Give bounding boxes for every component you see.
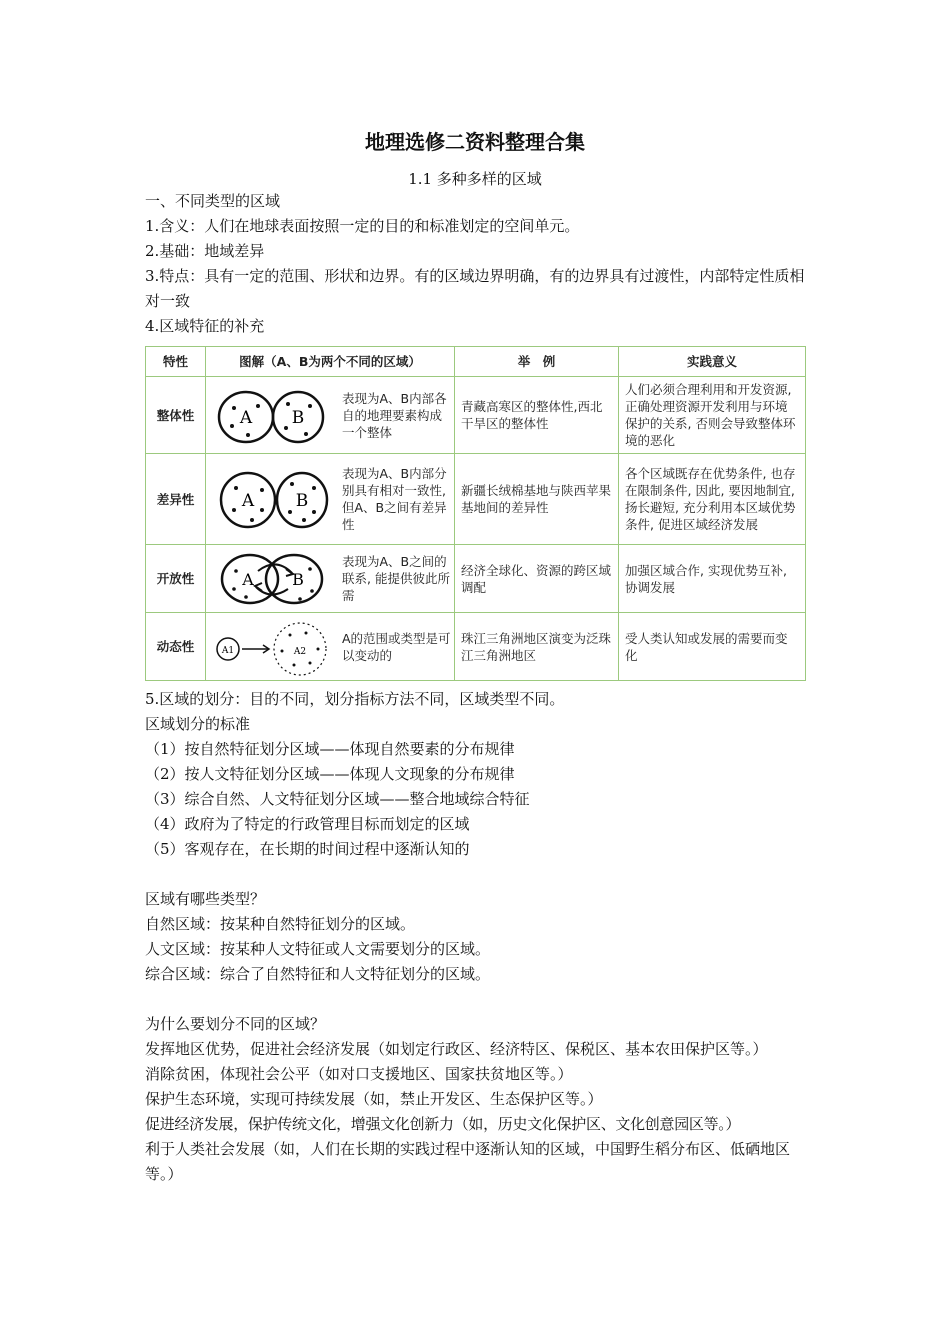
section-title: 1.1 多种多样的区域 xyxy=(408,170,542,188)
dynamic-diagram xyxy=(206,615,336,679)
header-cell: 实践意义 xyxy=(619,347,806,377)
region-feature-table xyxy=(145,346,806,681)
intro-section xyxy=(145,189,810,339)
list-item: （3）综合自然、人文特征划分区域——整合地域综合特征 xyxy=(145,790,530,808)
paragraph-line: 1.含义：人们在地球表面按照一定的目的和标准划定的空间单元。 xyxy=(145,217,580,235)
example-cell: 青藏高寒区的整体性,西北干旱区的整体性 xyxy=(455,377,619,454)
blank-line xyxy=(145,862,810,887)
table-row xyxy=(146,613,806,681)
paragraph-line: 2.基础：地域差异 xyxy=(145,242,265,260)
table-row xyxy=(146,545,806,613)
meaning-cell: 各个区域既存在优势条件, 也存在限制条件, 因此, 要因地制宜, 扬长避短, 充分利用本区域优势条件, 促进区域经济发展 xyxy=(619,454,806,545)
integrity-diagram xyxy=(206,380,336,450)
diagram-description: 表现为A、B内部分别具有相对一致性, 但A、B之间有差异性 xyxy=(342,466,447,532)
paragraph-line: 综合区域：综合了自然特征和人文特征划分的区域。 xyxy=(145,965,491,983)
header-cell: 图解（A、B为两个不同的区域） xyxy=(206,347,455,377)
paragraph-line: 利于人类社会发展（如，人们在长期的实践过程中逐渐认知的区域，中国野生稻分布区、低硒地区等。） xyxy=(145,1140,791,1183)
example-cell: 珠江三角洲地区演变为泛珠江三角洲地区 xyxy=(455,613,619,681)
paragraph-line: 促进经济发展，保护传统文化，增强文化创新力（如，历史文化保护区、文化创意园区等。） xyxy=(145,1115,741,1133)
paragraph-line: 消除贫困，体现社会公平（如对口支援地区、国家扶贫地区等。） xyxy=(145,1065,573,1083)
diagram-description: A的范围或类型是可以变动的 xyxy=(342,630,451,663)
table-row xyxy=(146,377,806,454)
example-cell: 新疆长绒棉基地与陕西苹果基地间的差异性 xyxy=(455,454,619,545)
openness-diagram xyxy=(206,547,336,611)
region-b-label: B xyxy=(291,408,305,428)
list-item: （1）按自然特征划分区域——体现自然要素的分布规律 xyxy=(145,740,515,758)
header-cell: 举 例 xyxy=(455,347,619,377)
meaning-cell: 受人类认知或发展的需要而变化 xyxy=(619,613,806,681)
paragraph-line: 发挥地区优势，促进社会经济发展（如划定行政区、经济特区、保税区、基本农田保护区等。） xyxy=(145,1040,768,1058)
paragraph-line: 4.区域特征的补充 xyxy=(145,317,265,335)
diagram-cell xyxy=(206,454,455,545)
meaning-cell: 加强区域合作, 实现优势互补, 协调发展 xyxy=(619,545,806,613)
meaning-cell: 人们必须合理利用和开发资源, 正确处理资源开发利用与环境保护的关系, 否则会导致整体环境的恶化 xyxy=(619,377,806,454)
diagram-description: 表现为A、B内部各自的地理要素构成一个整体 xyxy=(342,390,447,440)
feature-name: 差异性 xyxy=(146,454,206,545)
body-section xyxy=(145,687,810,1187)
region-a-label: A xyxy=(241,491,255,511)
blank-line xyxy=(145,987,810,1012)
list-item: （5）客观存在，在长期的时间过程中逐渐认知的 xyxy=(145,840,470,858)
diagram-cell xyxy=(206,545,455,613)
paragraph-line: 5.区域的划分：目的不同，划分指标方法不同，区域类型不同。 xyxy=(145,690,565,708)
heading-line: 区域划分的标准 xyxy=(145,715,251,733)
region-a-label: A xyxy=(239,408,253,428)
region-b-label: B xyxy=(295,491,309,511)
document-title: 地理选修二资料整理合集 xyxy=(365,130,585,154)
header-cell: 特性 xyxy=(146,347,206,377)
region-a1-label: A1 xyxy=(221,645,235,656)
paragraph-line: 自然区域：按某种自然特征划分的区域。 xyxy=(145,915,416,933)
paragraph-line: 人文区域：按某种人文特征或人文需要划分的区域。 xyxy=(145,940,491,958)
feature-name: 动态性 xyxy=(146,613,206,681)
heading-line: 一、不同类型的区域 xyxy=(145,192,281,210)
paragraph-line: 保护生态环境，实现可持续发展（如，禁止开发区、生态保护区等。） xyxy=(145,1090,603,1108)
region-a2-label: A2 xyxy=(293,646,307,657)
paragraph-line: 3.特点：具有一定的范围、形状和边界。有的区域边界明确，有的边界具有过渡性，内部特定性质相对一致 xyxy=(145,267,805,310)
heading-line: 为什么要划分不同的区域？ xyxy=(145,1015,326,1033)
feature-name: 整体性 xyxy=(146,377,206,454)
region-b-label: B xyxy=(292,569,304,589)
heading-line: 区域有哪些类型？ xyxy=(145,890,266,908)
table-row xyxy=(146,454,806,545)
feature-name: 开放性 xyxy=(146,545,206,613)
example-cell: 经济全球化、资源的跨区域调配 xyxy=(455,545,619,613)
region-a-label: A xyxy=(242,569,254,589)
list-item: （2）按人文特征划分区域——体现人文现象的分布规律 xyxy=(145,765,515,783)
list-item: （4）政府为了特定的行政管理目标而划定的区域 xyxy=(145,815,470,833)
diagram-description: 表现为A、B之间的联系, 能提供彼此所需 xyxy=(342,554,450,603)
diagram-cell xyxy=(206,613,455,681)
table-header-row xyxy=(146,347,806,377)
diagram-cell xyxy=(206,377,455,454)
difference-diagram xyxy=(206,462,336,536)
